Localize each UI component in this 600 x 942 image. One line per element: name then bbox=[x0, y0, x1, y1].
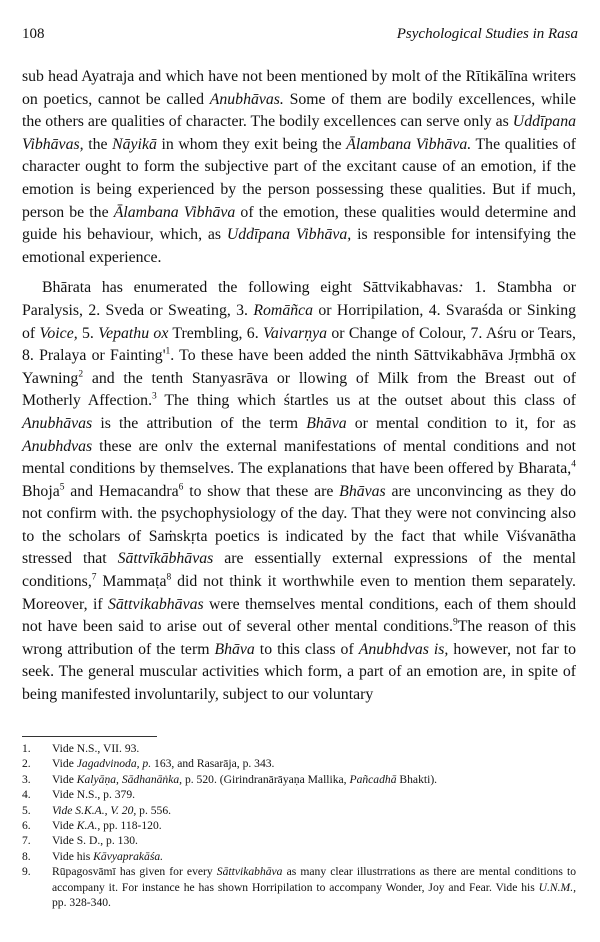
page-number: 108 bbox=[22, 26, 45, 42]
text-run: 163, and Rasarāja, p. 343. bbox=[151, 757, 275, 771]
text-run: or mental condition to it, for as bbox=[346, 414, 576, 432]
text-run: are essentially external expressions of the mental conditions, bbox=[22, 550, 576, 591]
text-run: as many clear illustrrations as there are mental conditions to accompany it. For instance he has shown Horripilation to accompany Wonder, Joy and Fear. Vide his bbox=[52, 865, 576, 894]
italic-term: Ālambana Vibhāva bbox=[113, 203, 236, 221]
italic-term: Uddīpana Vibhāvas, bbox=[22, 113, 576, 153]
text-run: 1. Stambha or Paralysis, 2. Sveda or Sweating, 3. bbox=[22, 279, 577, 319]
text-run: Vide bbox=[52, 772, 77, 786]
text-run: the bbox=[83, 135, 113, 153]
text-run: Vide S. D., p. 130. bbox=[52, 834, 138, 848]
body-text bbox=[22, 66, 576, 715]
text-run: of the emotion, these qualities would determine and guide his behaviour, which, as bbox=[22, 203, 576, 244]
text-run: is responsible for intensifying the emotional experience. bbox=[22, 226, 577, 266]
italic-term: Anubhāvas. bbox=[209, 90, 284, 108]
italic-term: Sāttvikabhāva bbox=[216, 865, 283, 879]
italic-term: Anubhdvas bbox=[22, 437, 93, 455]
italic-term: Voice, bbox=[39, 324, 78, 342]
text-run: pp. 118-120. bbox=[100, 819, 162, 833]
italic-term: Vide S.K.A., V. 20, bbox=[52, 803, 137, 817]
italic-term: U.N.M., bbox=[538, 880, 576, 894]
text-run: these are onlv the external manifestations of mental conditions and not mental conditions by themselves. The explanations that have been offered by Bharata, bbox=[22, 437, 576, 478]
italic-term: Vaivarṇya bbox=[263, 324, 328, 342]
footnote-ref: 8 bbox=[166, 572, 172, 583]
text-run: Vide bbox=[52, 819, 77, 833]
italic-term: Anubhdvas is, bbox=[358, 640, 449, 658]
italic-term: Jagadvinoda, p. bbox=[76, 757, 152, 771]
text-run: Bhakti). bbox=[396, 772, 438, 786]
text-run: and Hemacandra bbox=[64, 482, 179, 500]
footnote bbox=[22, 803, 576, 818]
footnote-list bbox=[22, 741, 576, 910]
italic-term: Pañcadhā bbox=[349, 772, 397, 786]
italic-term: Kalyāṇa, Sādhanāṅka, bbox=[76, 772, 183, 786]
italic-term: Bhāvas bbox=[339, 482, 386, 500]
footnote-ref: 3 bbox=[152, 392, 157, 403]
footnote bbox=[22, 864, 576, 910]
footnote bbox=[22, 833, 576, 848]
footnote-ref: 5 bbox=[59, 482, 65, 493]
italic-term: : bbox=[458, 279, 464, 297]
page-header bbox=[22, 26, 578, 48]
italic-term: Bhāva bbox=[214, 640, 255, 658]
footnote-number: 4. bbox=[22, 788, 31, 802]
text-run: . To these have been added the ninth Sāttvikabhāva Jṛmbhā ox Yawning bbox=[22, 347, 576, 387]
footnote bbox=[22, 787, 576, 802]
italic-term: Ālambana Vibhāva. bbox=[346, 135, 472, 153]
text-run: Vide bbox=[52, 757, 77, 771]
italic-term: Sāttvīkābhāvas bbox=[117, 550, 214, 568]
text-run: Bhoja bbox=[22, 482, 60, 500]
footnote-ref: 2 bbox=[78, 369, 84, 380]
text-run: p. 520. (Girindranārāyaṇa Mallika, bbox=[182, 772, 350, 786]
text-run: to this class of bbox=[254, 640, 359, 658]
text-run: and the tenth Stanyasrāva or llowing of Milk from the Breast out of Motherly Affection. bbox=[22, 369, 576, 410]
text-run: pp. 328-340. bbox=[52, 896, 111, 910]
footnote-number: 9. bbox=[22, 865, 31, 879]
text-run: were themselves mental conditions, each of them should not have been said to arise out of several other mental conditions. bbox=[22, 595, 576, 636]
text-run: however, not far to seek. The general muscular activities which form, a part of an emotion are, in spite of being manifested involuntarily, subject to our voluntary bbox=[22, 640, 576, 704]
text-run: The qualities of character ought to form the subjective part of the excitant cause of an emotion, if the emotion is being experienced by the person possessing these qualities. But if much, person be the bbox=[22, 135, 576, 221]
text-run: to show that these are bbox=[183, 482, 340, 500]
italic-term: Romāñca bbox=[253, 301, 314, 319]
text-run: are unconvincing as they do not confirm with. the psychophysiology of the day. That they were not convincing also to the scholars of Saṁskṛta poetics is indicated by the fact that while Viśvanātha stressed that bbox=[22, 482, 577, 568]
footnote-number: 2. bbox=[22, 757, 31, 771]
text-run: Vide N.S., VII. 93. bbox=[52, 742, 140, 755]
text-run: Vide his bbox=[52, 849, 94, 863]
text-run: The thing which śtartles us at the outset about this class of bbox=[156, 392, 576, 410]
italic-term: Anubhāvas bbox=[22, 414, 93, 432]
footnote-number: 3. bbox=[22, 772, 31, 786]
text-run: Some of them are bodily excellences, while the others are qualities of character. The bodily excellences can serve only as bbox=[22, 90, 576, 131]
footnote bbox=[22, 849, 576, 864]
text-run: 5. bbox=[77, 324, 99, 342]
paragraph-2 bbox=[22, 277, 576, 706]
italic-term: Sāttvikabhāvas bbox=[107, 595, 204, 613]
text-run: Rūpagosvāmī has given for every bbox=[52, 865, 217, 879]
text-run: p. 556. bbox=[136, 803, 172, 817]
italic-term: Uddīpana Vibhāva, bbox=[226, 226, 352, 244]
text-run: is the attribution of the term bbox=[92, 414, 307, 432]
footnote-ref: 7 bbox=[91, 572, 97, 583]
italic-term: Bhāva bbox=[306, 414, 347, 432]
text-run: or Change of Colour, 7. Aśru or Tears, 8. Pralaya or Fainting' bbox=[22, 324, 576, 365]
italic-term: K.A., bbox=[76, 819, 101, 833]
footnote-number: 6. bbox=[22, 819, 31, 833]
footnote-ref: 4 bbox=[571, 459, 576, 470]
text-run: Bhārata has enumerated the following eight Sāttvikabhavas bbox=[42, 279, 459, 297]
text-run: Trembling, 6. bbox=[168, 324, 263, 342]
footnote bbox=[22, 756, 576, 771]
text-run: or Horripilation, 4. Svaraśda or Sinking of bbox=[22, 301, 576, 342]
footnote bbox=[22, 741, 576, 756]
footnote-number: 5. bbox=[22, 803, 31, 817]
footnote-ref: 1 bbox=[165, 346, 171, 357]
italic-term: Nāyikā bbox=[112, 135, 157, 153]
footnote bbox=[22, 818, 576, 833]
text-run: Mammaṭa bbox=[96, 573, 167, 591]
footnote-ref: 6 bbox=[178, 482, 184, 493]
footnote-number: 1. bbox=[22, 742, 31, 755]
paragraph-1 bbox=[22, 66, 576, 269]
text-run: Vide N.S., p. 379. bbox=[52, 788, 136, 802]
footnote-number: 7. bbox=[22, 834, 31, 848]
text-run: sub head Ayatraja and which have not been mentioned by molt of the Rītikālīna writers on poetics, cannot be called bbox=[22, 68, 576, 108]
text-run: in whom they exit being the bbox=[156, 135, 347, 153]
footnote-ref: 9 bbox=[453, 617, 458, 628]
footnote bbox=[22, 772, 576, 787]
text-run: The reason of this wrong attribution of the term bbox=[22, 618, 576, 658]
footnote-rule bbox=[22, 736, 157, 737]
text-run: did not think it worthwhile even to mention them separately. Moreover, if bbox=[22, 573, 577, 613]
running-head: Psychological Studies in Rasa bbox=[396, 26, 578, 42]
footnote-number: 8. bbox=[22, 849, 31, 863]
italic-term: Vepathu ox bbox=[98, 324, 169, 342]
italic-term: Kāvyaprakāśa. bbox=[93, 849, 164, 863]
